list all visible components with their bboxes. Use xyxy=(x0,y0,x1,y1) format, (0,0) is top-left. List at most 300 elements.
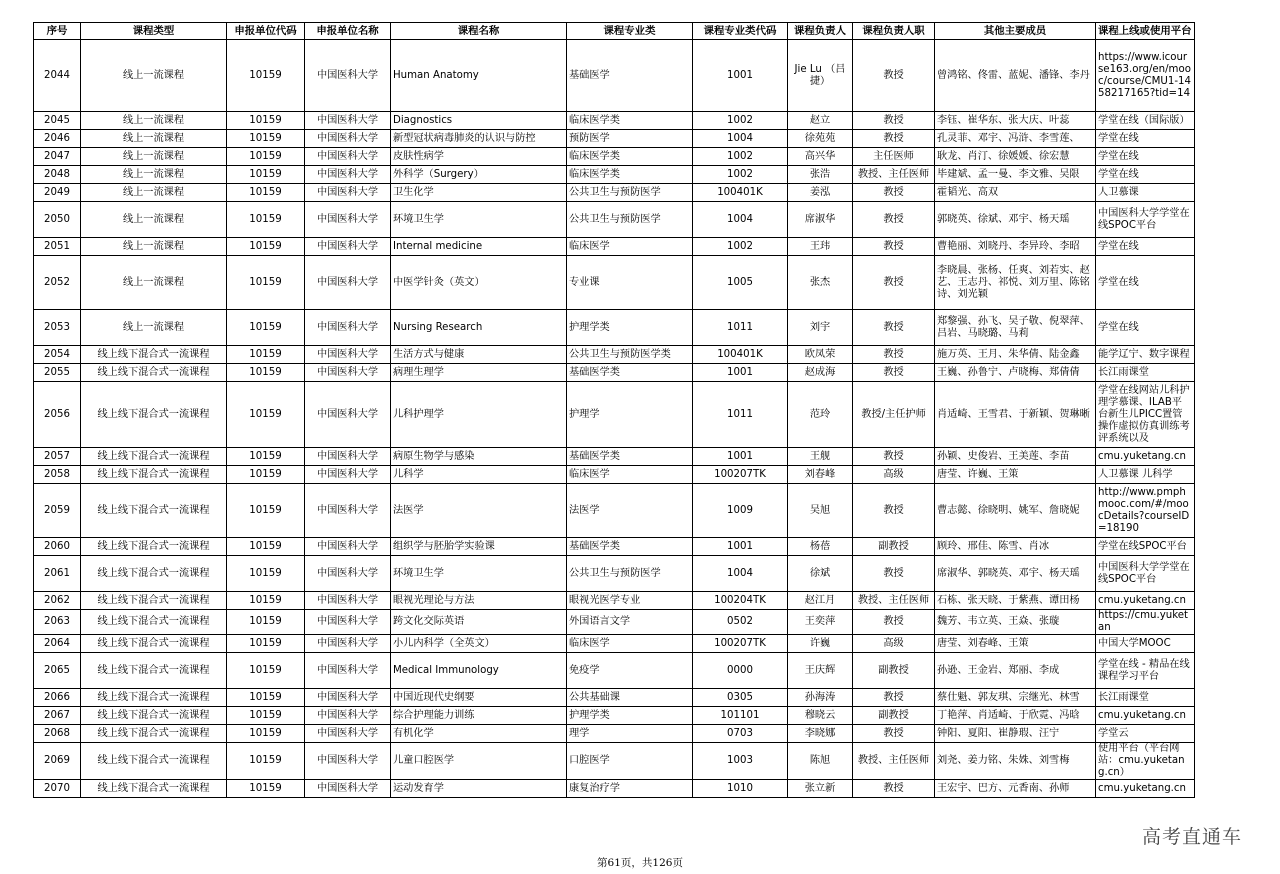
cell-type: 线上线下混合式一流课程 xyxy=(81,743,227,780)
cell-platform: 学堂在线 - 精品在线课程学习平台 xyxy=(1096,653,1195,689)
cell-code: 10159 xyxy=(227,466,305,484)
cell-major: 免疫学 xyxy=(567,653,693,689)
cell-platform: 学堂在线（国际版） xyxy=(1096,112,1195,130)
cell-major: 预防医学 xyxy=(567,130,693,148)
header-col-type: 课程类型 xyxy=(81,23,227,40)
cell-mcode: 100204TK xyxy=(693,592,788,610)
table-row xyxy=(34,166,1195,184)
cell-unit: 中国医科大学 xyxy=(305,653,391,689)
cell-no: 2046 xyxy=(34,130,81,148)
cell-course: 眼视光理论与方法 xyxy=(391,592,567,610)
cell-members: 石栋、张天晓、于紫燕、谭田杨 xyxy=(935,592,1096,610)
cell-no: 2056 xyxy=(34,382,81,448)
cell-type: 线上线下混合式一流课程 xyxy=(81,635,227,653)
cell-unit: 中国医科大学 xyxy=(305,256,391,310)
cell-type: 线上一流课程 xyxy=(81,40,227,112)
cell-major: 临床医学类 xyxy=(567,166,693,184)
cell-leader: 孙海涛 xyxy=(788,689,853,707)
header-col-course: 课程名称 xyxy=(391,23,567,40)
cell-platform: 学堂在线 xyxy=(1096,130,1195,148)
cell-leader: 赵江月 xyxy=(788,592,853,610)
cell-course: 病原生物学与感染 xyxy=(391,448,567,466)
cell-major: 护理学类 xyxy=(567,310,693,346)
table-row xyxy=(34,310,1195,346)
cell-type: 线上线下混合式一流课程 xyxy=(81,610,227,635)
cell-major: 临床医学类 xyxy=(567,112,693,130)
cell-type: 线上线下混合式一流课程 xyxy=(81,592,227,610)
cell-title: 教授 xyxy=(853,346,935,364)
cell-no: 2061 xyxy=(34,556,81,592)
cell-members: 蔡仕魁、郭友琪、宗继光、林雪 xyxy=(935,689,1096,707)
cell-unit: 中国医科大学 xyxy=(305,40,391,112)
course-table xyxy=(33,22,1195,798)
cell-leader: 张浩 xyxy=(788,166,853,184)
cell-platform: 学堂在线 xyxy=(1096,166,1195,184)
cell-mcode: 0703 xyxy=(693,725,788,743)
cell-code: 10159 xyxy=(227,112,305,130)
cell-platform: cmu.yuketang.cn xyxy=(1096,780,1195,798)
cell-title: 教授 xyxy=(853,256,935,310)
cell-title: 教授 xyxy=(853,310,935,346)
cell-title: 高级 xyxy=(853,466,935,484)
cell-mcode: 1002 xyxy=(693,238,788,256)
cell-code: 10159 xyxy=(227,364,305,382)
cell-type: 线上一流课程 xyxy=(81,166,227,184)
cell-major: 临床医学类 xyxy=(567,148,693,166)
cell-platform: 学堂云 xyxy=(1096,725,1195,743)
cell-course: 生活方式与健康 xyxy=(391,346,567,364)
cell-platform: 中国医科大学学堂在线SPOC平台 xyxy=(1096,202,1195,238)
cell-no: 2069 xyxy=(34,743,81,780)
cell-no: 2062 xyxy=(34,592,81,610)
cell-leader: 王奕萍 xyxy=(788,610,853,635)
cell-major: 公共卫生与预防医学 xyxy=(567,202,693,238)
cell-type: 线上线下混合式一流课程 xyxy=(81,707,227,725)
cell-code: 10159 xyxy=(227,780,305,798)
cell-major: 康复治疗学 xyxy=(567,780,693,798)
cell-unit: 中国医科大学 xyxy=(305,466,391,484)
cell-mcode: 1004 xyxy=(693,130,788,148)
cell-unit: 中国医科大学 xyxy=(305,556,391,592)
cell-members: 顾玲、邢佳、陈雪、肖冰 xyxy=(935,538,1096,556)
cell-platform: 学堂在线 xyxy=(1096,238,1195,256)
cell-major: 基础医学类 xyxy=(567,448,693,466)
cell-mcode: 100207TK xyxy=(693,466,788,484)
cell-mcode: 1001 xyxy=(693,538,788,556)
cell-type: 线上线下混合式一流课程 xyxy=(81,484,227,538)
cell-members: 耿龙、肖汀、徐媛媛、徐宏慧 xyxy=(935,148,1096,166)
cell-course: Nursing Research xyxy=(391,310,567,346)
cell-code: 10159 xyxy=(227,610,305,635)
cell-unit: 中国医科大学 xyxy=(305,238,391,256)
cell-members: 钟阳、夏阳、崔静瑕、汪宁 xyxy=(935,725,1096,743)
cell-code: 10159 xyxy=(227,448,305,466)
cell-leader: 张杰 xyxy=(788,256,853,310)
cell-platform: http://www.pmphmooc.com/#/moocDetails?courseID=18190 xyxy=(1096,484,1195,538)
cell-no: 2066 xyxy=(34,689,81,707)
cell-course: 新型冠状病毒肺炎的认识与防控 xyxy=(391,130,567,148)
cell-title: 教授、主任医师 xyxy=(853,743,935,780)
cell-type: 线上一流课程 xyxy=(81,238,227,256)
cell-unit: 中国医科大学 xyxy=(305,112,391,130)
cell-platform: 长江雨课堂 xyxy=(1096,689,1195,707)
cell-leader: 赵立 xyxy=(788,112,853,130)
cell-mcode: 1002 xyxy=(693,166,788,184)
cell-members: 曹艳丽、刘晓丹、李异玲、李昭 xyxy=(935,238,1096,256)
cell-platform: cmu.yuketang.cn xyxy=(1096,707,1195,725)
cell-major: 公共卫生与预防医学 xyxy=(567,556,693,592)
cell-leader: 姜泓 xyxy=(788,184,853,202)
cell-type: 线上线下混合式一流课程 xyxy=(81,780,227,798)
cell-mcode: 100401K xyxy=(693,184,788,202)
cell-unit: 中国医科大学 xyxy=(305,166,391,184)
cell-major: 基础医学类 xyxy=(567,538,693,556)
cell-leader: 刘春峰 xyxy=(788,466,853,484)
cell-leader: 王庆辉 xyxy=(788,653,853,689)
cell-mcode: 101101 xyxy=(693,707,788,725)
cell-unit: 中国医科大学 xyxy=(305,484,391,538)
cell-unit: 中国医科大学 xyxy=(305,538,391,556)
table-row xyxy=(34,743,1195,780)
cell-course: 有机化学 xyxy=(391,725,567,743)
cell-mcode: 1003 xyxy=(693,743,788,780)
header-col-unit-name: 申报单位名称 xyxy=(305,23,391,40)
cell-type: 线上线下混合式一流课程 xyxy=(81,653,227,689)
cell-title: 教授 xyxy=(853,364,935,382)
cell-no: 2048 xyxy=(34,166,81,184)
cell-major: 临床医学 xyxy=(567,635,693,653)
header-col-no: 序号 xyxy=(34,23,81,40)
cell-unit: 中国医科大学 xyxy=(305,202,391,238)
cell-title: 教授、主任医师 xyxy=(853,592,935,610)
cell-platform: 学堂在线SPOC平台 xyxy=(1096,538,1195,556)
cell-major: 理学 xyxy=(567,725,693,743)
cell-code: 10159 xyxy=(227,130,305,148)
cell-code: 10159 xyxy=(227,556,305,592)
cell-platform: 使用平台（平台网站：cmu.yuketang.cn） xyxy=(1096,743,1195,780)
cell-unit: 中国医科大学 xyxy=(305,743,391,780)
cell-leader: 李晓娜 xyxy=(788,725,853,743)
table-row xyxy=(34,725,1195,743)
header-col-leader-title: 课程负责人职 xyxy=(853,23,935,40)
header-col-leader: 课程负责人 xyxy=(788,23,853,40)
cell-code: 10159 xyxy=(227,538,305,556)
header-col-unit-code: 申报单位代码 xyxy=(227,23,305,40)
cell-course: 皮肤性病学 xyxy=(391,148,567,166)
cell-code: 10159 xyxy=(227,310,305,346)
cell-leader: 刘宇 xyxy=(788,310,853,346)
cell-title: 教授 xyxy=(853,40,935,112)
cell-code: 10159 xyxy=(227,653,305,689)
header-col-major-code: 课程专业类代码 xyxy=(693,23,788,40)
cell-type: 线上线下混合式一流课程 xyxy=(81,448,227,466)
cell-title: 副教授 xyxy=(853,653,935,689)
cell-no: 2060 xyxy=(34,538,81,556)
cell-type: 线上线下混合式一流课程 xyxy=(81,382,227,448)
cell-title: 教授 xyxy=(853,689,935,707)
table-row xyxy=(34,653,1195,689)
cell-no: 2053 xyxy=(34,310,81,346)
cell-course: Medical Immunology xyxy=(391,653,567,689)
cell-members: 李晓晨、张杨、任爽、刘若实、赵艺、王志丹、祁悦、刘万里、陈铭诗、刘光颖 xyxy=(935,256,1096,310)
cell-unit: 中国医科大学 xyxy=(305,184,391,202)
cell-major: 法医学 xyxy=(567,484,693,538)
cell-no: 2051 xyxy=(34,238,81,256)
cell-code: 10159 xyxy=(227,725,305,743)
cell-title: 教授 xyxy=(853,448,935,466)
table-row xyxy=(34,592,1195,610)
cell-mcode: 1011 xyxy=(693,310,788,346)
cell-platform: 中国医科大学学堂在线SPOC平台 xyxy=(1096,556,1195,592)
cell-no: 2049 xyxy=(34,184,81,202)
cell-platform: https://cmu.yuketan xyxy=(1096,610,1195,635)
cell-leader: 徐斌 xyxy=(788,556,853,592)
cell-platform: 中国大学MOOC xyxy=(1096,635,1195,653)
cell-mcode: 1004 xyxy=(693,202,788,238)
cell-major: 公共基础课 xyxy=(567,689,693,707)
cell-unit: 中国医科大学 xyxy=(305,346,391,364)
cell-platform: 学堂在线 xyxy=(1096,148,1195,166)
cell-code: 10159 xyxy=(227,592,305,610)
cell-mcode: 1010 xyxy=(693,780,788,798)
cell-major: 护理学类 xyxy=(567,707,693,725)
cell-no: 2065 xyxy=(34,653,81,689)
cell-title: 教授 xyxy=(853,238,935,256)
cell-no: 2059 xyxy=(34,484,81,538)
cell-code: 10159 xyxy=(227,148,305,166)
cell-no: 2045 xyxy=(34,112,81,130)
cell-type: 线上一流课程 xyxy=(81,256,227,310)
cell-course: 外科学（Surgery） xyxy=(391,166,567,184)
table-row xyxy=(34,780,1195,798)
cell-platform: 能学辽宁、数字课程 xyxy=(1096,346,1195,364)
cell-no: 2050 xyxy=(34,202,81,238)
cell-no: 2064 xyxy=(34,635,81,653)
cell-mcode: 1011 xyxy=(693,382,788,448)
cell-course: 综合护理能力训练 xyxy=(391,707,567,725)
cell-course: 中医学针灸（英文） xyxy=(391,256,567,310)
cell-mcode: 1009 xyxy=(693,484,788,538)
cell-no: 2067 xyxy=(34,707,81,725)
cell-leader: 张立新 xyxy=(788,780,853,798)
cell-type: 线上一流课程 xyxy=(81,310,227,346)
cell-mcode: 0305 xyxy=(693,689,788,707)
cell-members: 毕建斌、孟一曼、李文雅、吴限 xyxy=(935,166,1096,184)
table-row xyxy=(34,202,1195,238)
cell-unit: 中国医科大学 xyxy=(305,610,391,635)
cell-members: 王宏宇、巴方、元香南、孙师 xyxy=(935,780,1096,798)
cell-course: 儿科护理学 xyxy=(391,382,567,448)
table-row xyxy=(34,466,1195,484)
cell-code: 10159 xyxy=(227,202,305,238)
cell-title: 主任医师 xyxy=(853,148,935,166)
table-row xyxy=(34,112,1195,130)
cell-unit: 中国医科大学 xyxy=(305,148,391,166)
table-row xyxy=(34,448,1195,466)
cell-members: 丁艳萍、肖适崎、于欣霓、冯晗 xyxy=(935,707,1096,725)
cell-title: 教授 xyxy=(853,130,935,148)
table-row xyxy=(34,364,1195,382)
cell-course: Diagnostics xyxy=(391,112,567,130)
cell-leader: 席淑华 xyxy=(788,202,853,238)
cell-major: 基础医学 xyxy=(567,40,693,112)
cell-title: 教授 xyxy=(853,202,935,238)
cell-unit: 中国医科大学 xyxy=(305,725,391,743)
cell-type: 线上一流课程 xyxy=(81,112,227,130)
table-row xyxy=(34,40,1195,112)
cell-type: 线上线下混合式一流课程 xyxy=(81,725,227,743)
cell-unit: 中国医科大学 xyxy=(305,689,391,707)
cell-mcode: 1001 xyxy=(693,448,788,466)
cell-code: 10159 xyxy=(227,635,305,653)
cell-title: 教授 xyxy=(853,725,935,743)
cell-type: 线上线下混合式一流课程 xyxy=(81,538,227,556)
cell-unit: 中国医科大学 xyxy=(305,635,391,653)
cell-title: 教授 xyxy=(853,484,935,538)
cell-unit: 中国医科大学 xyxy=(305,592,391,610)
cell-unit: 中国医科大学 xyxy=(305,448,391,466)
cell-platform: 学堂在线网站儿科护理学慕课、ILAB平台新生儿PICC置管操作虚拟仿真训练考评系统以及 xyxy=(1096,382,1195,448)
cell-members: 孔灵菲、邓宇、冯浒、李雪莲、 xyxy=(935,130,1096,148)
cell-title: 教授 xyxy=(853,184,935,202)
cell-code: 10159 xyxy=(227,238,305,256)
cell-type: 线上一流课程 xyxy=(81,202,227,238)
cell-major: 口腔医学 xyxy=(567,743,693,780)
cell-no: 2058 xyxy=(34,466,81,484)
cell-no: 2070 xyxy=(34,780,81,798)
table-row xyxy=(34,346,1195,364)
cell-leader: 高兴华 xyxy=(788,148,853,166)
cell-leader: 范玲 xyxy=(788,382,853,448)
cell-unit: 中国医科大学 xyxy=(305,707,391,725)
cell-members: 刘尧、姜力铭、朱姝、刘雪梅 xyxy=(935,743,1096,780)
cell-mcode: 100401K xyxy=(693,346,788,364)
cell-platform: cmu.yuketang.cn xyxy=(1096,448,1195,466)
header-row xyxy=(34,23,1195,40)
table-row xyxy=(34,148,1195,166)
cell-course: 法医学 xyxy=(391,484,567,538)
cell-no: 2052 xyxy=(34,256,81,310)
cell-major: 基础医学类 xyxy=(567,364,693,382)
cell-unit: 中国医科大学 xyxy=(305,780,391,798)
cell-members: 肖适崎、王雪君、于新颖、贺琳晰 xyxy=(935,382,1096,448)
cell-no: 2054 xyxy=(34,346,81,364)
page-footer: 第61页，共126页 xyxy=(597,857,683,869)
cell-type: 线上线下混合式一流课程 xyxy=(81,689,227,707)
cell-title: 教授、主任医师 xyxy=(853,166,935,184)
cell-course: Internal medicine xyxy=(391,238,567,256)
cell-platform: 长江雨课堂 xyxy=(1096,364,1195,382)
cell-course: 跨文化交际英语 xyxy=(391,610,567,635)
cell-title: 教授 xyxy=(853,780,935,798)
table-row xyxy=(34,484,1195,538)
cell-leader: 欧凤荣 xyxy=(788,346,853,364)
cell-leader: 杨蓓 xyxy=(788,538,853,556)
cell-code: 10159 xyxy=(227,346,305,364)
cell-leader: Jie Lu （吕捷） xyxy=(788,40,853,112)
cell-code: 10159 xyxy=(227,256,305,310)
cell-course: 小儿内科学（全英文） xyxy=(391,635,567,653)
cell-leader: 吴旭 xyxy=(788,484,853,538)
cell-major: 专业课 xyxy=(567,256,693,310)
cell-platform: https://www.icourse163.org/en/mooc/course/CMU1-1458217165?tid=14 xyxy=(1096,40,1195,112)
cell-title: 高级 xyxy=(853,635,935,653)
cell-mcode: 100207TK xyxy=(693,635,788,653)
cell-leader: 许巍 xyxy=(788,635,853,653)
watermark: 高考直通车 xyxy=(1142,826,1243,848)
table-body xyxy=(34,40,1195,798)
table-row xyxy=(34,707,1195,725)
cell-mcode: 1005 xyxy=(693,256,788,310)
table-row xyxy=(34,610,1195,635)
cell-members: 席淑华、郭晓英、邓宇、杨天瑶 xyxy=(935,556,1096,592)
cell-mcode: 1004 xyxy=(693,556,788,592)
cell-code: 10159 xyxy=(227,743,305,780)
cell-platform: 人卫慕课 儿科学 xyxy=(1096,466,1195,484)
cell-members: 唐莹、许巍、王策 xyxy=(935,466,1096,484)
cell-unit: 中国医科大学 xyxy=(305,130,391,148)
cell-unit: 中国医科大学 xyxy=(305,382,391,448)
cell-course: 卫生化学 xyxy=(391,184,567,202)
cell-type: 线上线下混合式一流课程 xyxy=(81,346,227,364)
cell-course: 病理生理学 xyxy=(391,364,567,382)
cell-title: 副教授 xyxy=(853,707,935,725)
cell-course: 组织学与胚胎学实验课 xyxy=(391,538,567,556)
cell-type: 线上线下混合式一流课程 xyxy=(81,364,227,382)
cell-major: 眼视光医学专业 xyxy=(567,592,693,610)
cell-platform: 学堂在线 xyxy=(1096,310,1195,346)
cell-no: 2057 xyxy=(34,448,81,466)
cell-members: 曹志懿、徐晓明、姚军、詹晓妮 xyxy=(935,484,1096,538)
cell-major: 临床医学 xyxy=(567,466,693,484)
cell-leader: 穆晓云 xyxy=(788,707,853,725)
cell-code: 10159 xyxy=(227,689,305,707)
cell-members: 曾鸿铭、佟雷、蓝妮、潘锋、李丹 xyxy=(935,40,1096,112)
cell-title: 教授/主任护师 xyxy=(853,382,935,448)
cell-members: 霍韬光、高双 xyxy=(935,184,1096,202)
cell-course: 环境卫生学 xyxy=(391,556,567,592)
table-row xyxy=(34,130,1195,148)
cell-code: 10159 xyxy=(227,166,305,184)
cell-course: 环境卫生学 xyxy=(391,202,567,238)
cell-mcode: 0000 xyxy=(693,653,788,689)
table-row xyxy=(34,635,1195,653)
header-col-members: 其他主要成员 xyxy=(935,23,1096,40)
table-row xyxy=(34,556,1195,592)
cell-major: 公共卫生与预防医学类 xyxy=(567,346,693,364)
table-row xyxy=(34,689,1195,707)
cell-members: 郑黎强、孙飞、吴子敬、倪翠萍、吕岩、马晓璐、马莉 xyxy=(935,310,1096,346)
table-row xyxy=(34,238,1195,256)
cell-type: 线上一流课程 xyxy=(81,148,227,166)
cell-no: 2063 xyxy=(34,610,81,635)
cell-unit: 中国医科大学 xyxy=(305,310,391,346)
cell-mcode: 1001 xyxy=(693,364,788,382)
cell-type: 线上一流课程 xyxy=(81,130,227,148)
cell-course: 儿科学 xyxy=(391,466,567,484)
cell-title: 副教授 xyxy=(853,538,935,556)
cell-members: 郭晓英、徐斌、邓宇、杨天瑶 xyxy=(935,202,1096,238)
cell-members: 唐莹、刘春峰、王策 xyxy=(935,635,1096,653)
cell-platform: 学堂在线 xyxy=(1096,256,1195,310)
cell-major: 公共卫生与预防医学 xyxy=(567,184,693,202)
header-col-major: 课程专业类 xyxy=(567,23,693,40)
cell-members: 魏芳、韦立英、王焱、张璇 xyxy=(935,610,1096,635)
cell-platform: cmu.yuketang.cn xyxy=(1096,592,1195,610)
cell-platform: 人卫慕课 xyxy=(1096,184,1195,202)
cell-course: 儿童口腔医学 xyxy=(391,743,567,780)
cell-members: 李钰、崔华东、张大庆、叶蕊 xyxy=(935,112,1096,130)
